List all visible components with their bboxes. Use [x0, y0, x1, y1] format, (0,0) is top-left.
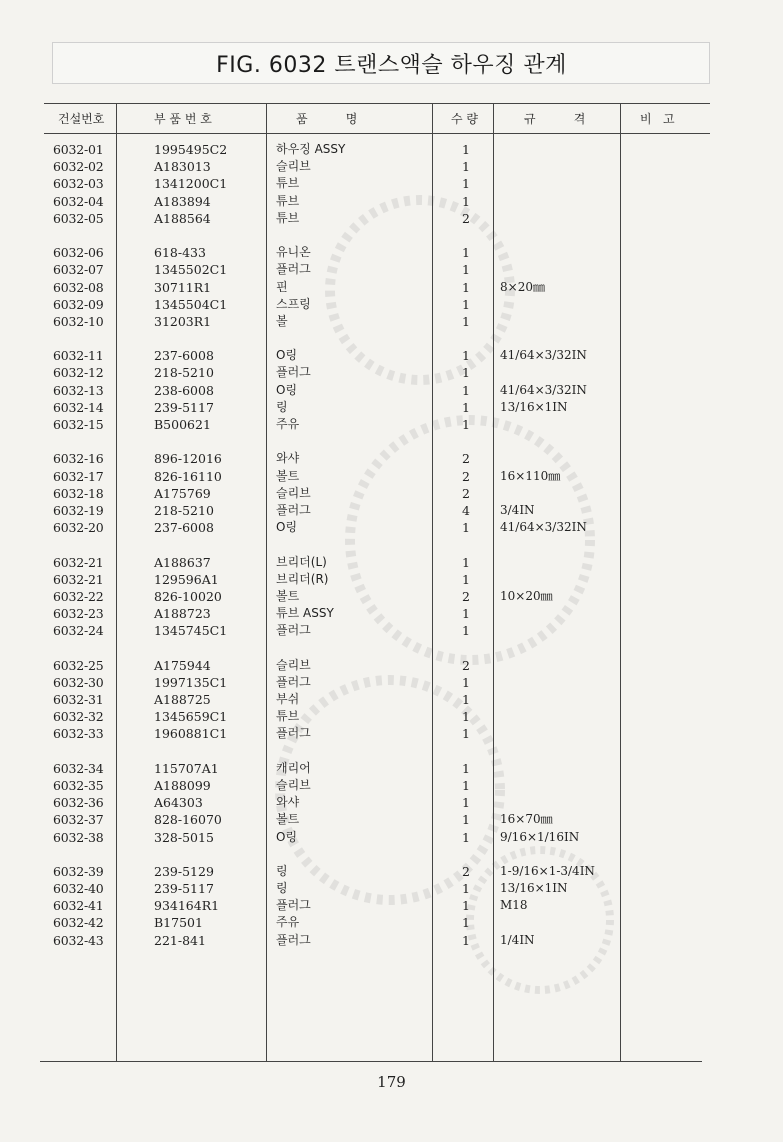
cell-code: 6032-15	[53, 417, 104, 432]
cell-part-number: 826-16110	[154, 468, 222, 484]
cell-part-number: 328-5015	[154, 829, 214, 845]
cell-quantity: 1	[462, 812, 470, 828]
table-row	[0, 622, 783, 639]
cell-quantity: 1	[462, 142, 470, 157]
cell-code: 6032-36	[53, 795, 104, 811]
table-row	[0, 382, 783, 399]
cell-spec: 1/4IN	[500, 932, 535, 947]
cell-quantity: 1	[462, 520, 470, 536]
cell-part-number: 218-5210	[154, 502, 214, 518]
cell-name: 튜브	[276, 193, 300, 208]
cell-quantity: 1	[462, 279, 470, 295]
table-row	[0, 657, 783, 674]
cell-code: 6032-24	[53, 623, 104, 639]
header-code: 건설번호	[58, 112, 105, 126]
table-row	[0, 777, 783, 794]
cell-spec: 1-9/16×1-3/4IN	[500, 863, 595, 878]
cell-name: 와샤	[276, 451, 300, 466]
cell-part-number: B17501	[154, 915, 203, 931]
cell-name: 플러그	[276, 502, 311, 517]
cell-name: 플러그	[276, 932, 311, 947]
cell-name: 플러그	[276, 623, 311, 638]
cell-code: 6032-40	[53, 881, 104, 897]
cell-name: 볼트	[276, 588, 300, 603]
table-row	[0, 554, 783, 571]
table-row	[0, 261, 783, 278]
cell-code: 6032-19	[53, 502, 104, 518]
cell-part-number: A64303	[154, 795, 203, 811]
cell-name: 볼트	[276, 812, 300, 827]
cell-name: 유니온	[276, 245, 311, 260]
cell-quantity: 1	[462, 777, 470, 793]
cell-name: 주유	[276, 417, 300, 431]
cell-code: 6032-01	[53, 142, 104, 157]
cell-quantity: 1	[462, 399, 470, 415]
cell-code: 6032-12	[53, 365, 104, 381]
cell-name: 튜브	[276, 210, 300, 225]
cell-code: 6032-11	[53, 348, 104, 364]
cell-name: 튜브	[276, 709, 300, 724]
cell-spec: 9/16×1/16IN	[500, 829, 580, 844]
cell-name: 슬리브	[276, 485, 311, 500]
table-row	[0, 519, 783, 536]
cell-quantity: 1	[462, 623, 470, 639]
page-title: FIG. 6032 트랜스액슬 하우징 관계	[216, 53, 567, 78]
cell-part-number: 218-5210	[154, 365, 214, 381]
cell-quantity: 1	[462, 176, 470, 192]
table-row	[0, 399, 783, 416]
cell-name: 하우징 ASSY	[276, 142, 346, 156]
cell-part-number: A188723	[154, 606, 211, 622]
cell-code: 6032-39	[53, 863, 104, 879]
cell-code: 6032-23	[53, 606, 104, 622]
cell-part-number: 30711R1	[154, 279, 212, 295]
cell-part-number: 826-10020	[154, 588, 222, 604]
table-row	[0, 158, 783, 175]
cell-name: 튜브	[276, 176, 300, 191]
cell-code: 6032-05	[53, 210, 104, 226]
cell-quantity: 1	[462, 881, 470, 897]
cell-name: 볼	[276, 313, 288, 328]
cell-quantity: 1	[462, 365, 470, 381]
table-row	[0, 502, 783, 519]
cell-code: 6032-07	[53, 262, 104, 278]
cell-part-number: 1341200C1	[154, 176, 228, 192]
table-row	[0, 244, 783, 261]
cell-name: 볼트	[276, 468, 300, 483]
cell-quantity: 1	[462, 554, 470, 570]
cell-quantity: 1	[462, 898, 470, 914]
table-row	[0, 932, 783, 949]
cell-quantity: 1	[462, 606, 470, 622]
table-row	[0, 725, 783, 742]
cell-part-number: 221-841	[154, 932, 206, 948]
parts-table-body	[0, 141, 783, 949]
cell-part-number: 237-6008	[154, 520, 214, 536]
cell-part-number: 239-5117	[154, 399, 214, 415]
cell-name: 브리더(L)	[276, 554, 327, 569]
table-row	[0, 829, 783, 846]
cell-code: 6032-25	[53, 657, 104, 673]
cell-quantity: 1	[462, 674, 470, 690]
table-row	[0, 605, 783, 622]
cell-name: O링	[276, 348, 298, 363]
cell-part-number: 1345659C1	[154, 709, 228, 725]
cell-name: O링	[276, 382, 298, 397]
cell-code: 6032-04	[53, 193, 104, 209]
cell-spec: 41/64×3/32IN	[500, 520, 587, 535]
cell-part-number: B500621	[154, 417, 211, 432]
cell-part-number: 1345745C1	[154, 623, 228, 639]
cell-quantity: 1	[462, 245, 470, 261]
table-top-rule	[44, 103, 710, 104]
table-row	[0, 674, 783, 691]
table-row	[0, 708, 783, 725]
cell-code: 6032-35	[53, 777, 104, 793]
table-row	[0, 210, 783, 227]
cell-spec: 3/4IN	[500, 502, 535, 517]
cell-name: 핀	[276, 279, 288, 294]
cell-code: 6032-33	[53, 726, 104, 742]
cell-code: 6032-37	[53, 812, 104, 828]
cell-spec: 13/16×1IN	[500, 881, 568, 896]
cell-code: 6032-31	[53, 692, 104, 707]
cell-spec: 16×70㎜	[500, 812, 553, 827]
cell-spec: 13/16×1IN	[500, 399, 568, 414]
cell-code: 6032-02	[53, 159, 104, 175]
cell-code: 6032-34	[53, 760, 104, 776]
table-row	[0, 760, 783, 777]
cell-quantity: 1	[462, 915, 470, 931]
cell-part-number: A175944	[154, 657, 211, 673]
table-row	[0, 863, 783, 880]
header-name: 품 명	[296, 112, 358, 126]
table-header-rule	[44, 133, 710, 134]
cell-quantity: 1	[462, 417, 470, 432]
cell-quantity: 1	[462, 692, 470, 707]
cell-quantity: 2	[462, 863, 470, 879]
cell-quantity: 1	[462, 795, 470, 811]
cell-quantity: 1	[462, 726, 470, 742]
page-number: 179	[377, 1073, 406, 1091]
cell-part-number: 828-16070	[154, 812, 222, 828]
cell-name: 플러그	[276, 262, 311, 277]
cell-spec: 41/64×3/32IN	[500, 382, 587, 397]
cell-part-number: 934164R1	[154, 898, 220, 914]
cell-part-number: 618-433	[154, 245, 206, 261]
cell-quantity: 2	[462, 451, 470, 467]
cell-quantity: 1	[462, 262, 470, 278]
cell-part-number: 239-5117	[154, 881, 214, 897]
cell-part-number: 238-6008	[154, 382, 214, 398]
cell-part-number: A188564	[154, 210, 211, 226]
cell-code: 6032-14	[53, 399, 104, 415]
cell-part-number: 31203R1	[154, 313, 212, 329]
cell-name: 링	[276, 881, 288, 896]
header-remarks: 비 고	[640, 112, 675, 126]
table-row	[0, 450, 783, 467]
table-row	[0, 141, 783, 158]
cell-code: 6032-13	[53, 382, 104, 398]
cell-name: 슬리브	[276, 159, 311, 174]
cell-code: 6032-18	[53, 485, 104, 501]
cell-name: 부쉬	[276, 692, 300, 706]
table-row	[0, 175, 783, 192]
cell-name: 슬리브	[276, 777, 311, 792]
cell-code: 6032-30	[53, 674, 104, 690]
cell-quantity: 1	[462, 193, 470, 209]
table-row	[0, 914, 783, 931]
cell-code: 6032-16	[53, 451, 104, 467]
cell-name: 플러그	[276, 898, 311, 913]
cell-name: O링	[276, 829, 298, 844]
cell-part-number: 1345504C1	[154, 296, 228, 312]
cell-code: 6032-42	[53, 915, 104, 931]
cell-spec: 10×20㎜	[500, 588, 553, 603]
table-row	[0, 313, 783, 330]
cell-part-number: A183013	[154, 159, 211, 175]
cell-quantity: 1	[462, 709, 470, 725]
cell-code: 6032-03	[53, 176, 104, 192]
cell-part-number: 896-12016	[154, 451, 222, 467]
cell-part-number: A188637	[154, 554, 211, 570]
table-row	[0, 485, 783, 502]
cell-quantity: 1	[462, 829, 470, 845]
cell-name: 링	[276, 399, 288, 414]
cell-name: 튜브 ASSY	[276, 606, 334, 621]
cell-quantity: 2	[462, 468, 470, 484]
cell-part-number: A183894	[154, 193, 211, 209]
cell-part-number: 239-5129	[154, 863, 214, 879]
table-row	[0, 347, 783, 364]
cell-quantity: 1	[462, 932, 470, 948]
table-row	[0, 416, 783, 433]
table-row	[0, 691, 783, 708]
cell-name: 스프링	[276, 296, 311, 311]
table-row	[0, 364, 783, 381]
cell-quantity: 1	[462, 571, 470, 587]
cell-code: 6032-21	[53, 554, 104, 570]
table-row	[0, 794, 783, 811]
cell-quantity: 2	[462, 657, 470, 673]
cell-code: 6032-17	[53, 468, 104, 484]
cell-part-number: 115707A1	[154, 760, 219, 776]
cell-part-number: A175769	[154, 485, 211, 501]
cell-spec: 16×110㎜	[500, 468, 561, 483]
header-spec: 규 격	[524, 112, 586, 126]
cell-code: 6032-22	[53, 588, 104, 604]
table-row	[0, 571, 783, 588]
header-quantity: 수 량	[451, 112, 478, 126]
cell-code: 6032-10	[53, 313, 104, 329]
cell-code: 6032-20	[53, 520, 104, 536]
cell-quantity: 2	[462, 210, 470, 226]
table-row	[0, 880, 783, 897]
table-row	[0, 279, 783, 296]
cell-part-number: 1345502C1	[154, 262, 228, 278]
cell-quantity: 1	[462, 382, 470, 398]
cell-name: 플러그	[276, 726, 311, 741]
cell-part-number: A188099	[154, 777, 211, 793]
cell-code: 6032-08	[53, 279, 104, 295]
cell-name: 와샤	[276, 795, 300, 810]
cell-quantity: 2	[462, 485, 470, 501]
table-row	[0, 897, 783, 914]
cell-quantity: 1	[462, 348, 470, 364]
cell-quantity: 1	[462, 760, 470, 776]
cell-code: 6032-32	[53, 709, 104, 725]
table-bottom-rule	[40, 1061, 702, 1062]
cell-part-number: 237-6008	[154, 348, 214, 364]
cell-code: 6032-43	[53, 932, 104, 948]
cell-part-number: 1997135C1	[154, 674, 228, 690]
cell-spec: M18	[500, 898, 528, 913]
cell-quantity: 1	[462, 159, 470, 175]
cell-code: 6032-41	[53, 898, 104, 914]
cell-part-number: A188725	[154, 692, 211, 707]
table-row	[0, 193, 783, 210]
cell-name: 링	[276, 863, 288, 878]
cell-code: 6032-09	[53, 296, 104, 312]
cell-spec: 41/64×3/32IN	[500, 348, 587, 363]
cell-name: 캐리어	[276, 760, 311, 775]
cell-name: 플러그	[276, 365, 311, 380]
cell-name: 주유	[276, 915, 300, 930]
cell-name: O링	[276, 520, 298, 535]
table-row	[0, 468, 783, 485]
table-row	[0, 811, 783, 828]
table-row	[0, 296, 783, 313]
header-part-number: 부 품 번 호	[154, 112, 212, 126]
cell-name: 브리더(R)	[276, 571, 329, 586]
cell-part-number: 1960881C1	[154, 726, 228, 742]
cell-quantity: 1	[462, 296, 470, 312]
cell-quantity: 2	[462, 588, 470, 604]
cell-code: 6032-21	[53, 571, 104, 587]
cell-part-number: 1995495C2	[154, 142, 228, 157]
cell-spec: 8×20㎜	[500, 279, 545, 294]
cell-name: 플러그	[276, 674, 311, 689]
cell-name: 슬리브	[276, 657, 311, 672]
cell-part-number: 129596A1	[154, 571, 219, 587]
cell-quantity: 1	[462, 313, 470, 329]
cell-quantity: 4	[462, 502, 470, 518]
table-row	[0, 588, 783, 605]
cell-code: 6032-38	[53, 829, 104, 845]
cell-code: 6032-06	[53, 245, 104, 261]
